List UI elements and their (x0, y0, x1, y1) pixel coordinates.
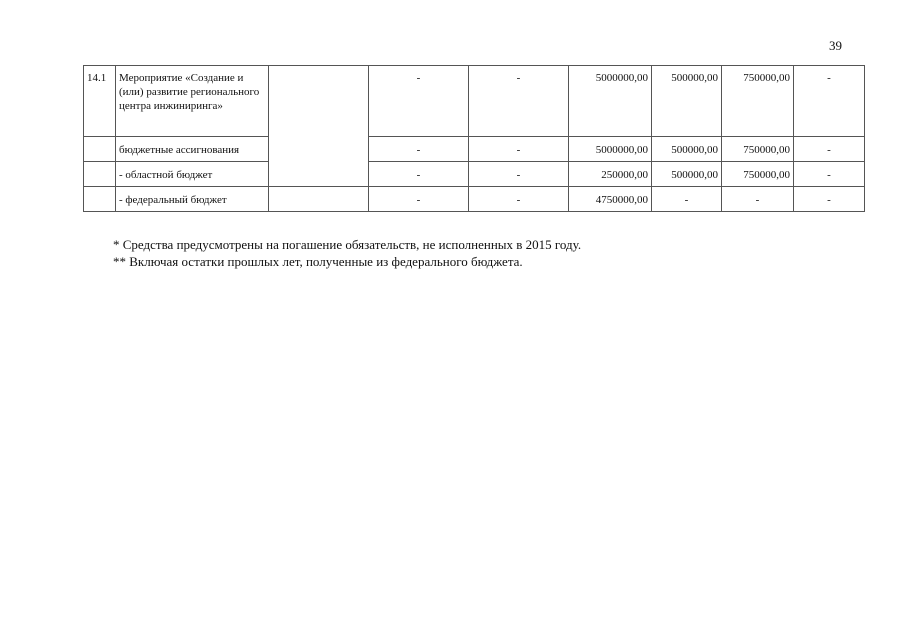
row-label: - областной бюджет (116, 162, 269, 187)
row-label: - федеральный бюджет (116, 187, 269, 212)
footnotes (113, 236, 581, 270)
row-index-empty (84, 162, 116, 187)
cell-value: - (722, 187, 794, 212)
cell-value: - (369, 66, 469, 137)
row-index-empty (84, 137, 116, 162)
cell-value: - (794, 187, 865, 212)
cell-value: - (652, 187, 722, 212)
cell-value: - (469, 187, 569, 212)
cell-value: 4750000,00 (569, 187, 652, 212)
row-name: Мероприятие «Создание и (или) развитие регионального центра инжиниринга» (116, 66, 269, 137)
cell-value: - (469, 66, 569, 137)
cell-value: - (369, 137, 469, 162)
cell-value: 500000,00 (652, 66, 722, 137)
cell-value: - (469, 137, 569, 162)
cell-value: 750000,00 (722, 137, 794, 162)
cell-value: - (794, 66, 865, 137)
table-row (84, 137, 865, 162)
footnote: * Средства предусмотрены на погашение обязательств, не исполненных в 2015 году. (113, 237, 582, 252)
footnote: ** Включая остатки прошлых лет, полученные из федерального бюджета. (113, 254, 523, 269)
row-index-empty (84, 187, 116, 212)
cell-value: - (369, 162, 469, 187)
row-label: бюджетные ассигнования (116, 137, 269, 162)
table-row-main (84, 66, 865, 137)
cell-value: 500000,00 (652, 162, 722, 187)
cell-value: 750000,00 (722, 66, 794, 137)
merged-cell (269, 66, 369, 187)
cell-value: - (794, 137, 865, 162)
budget-table (83, 65, 865, 212)
cell-value: 500000,00 (652, 137, 722, 162)
cell-value: 5000000,00 (569, 66, 652, 137)
cell-value: 5000000,00 (569, 137, 652, 162)
table-row (84, 162, 865, 187)
table-row (84, 187, 865, 212)
cell-value: 750000,00 (722, 162, 794, 187)
page-number: 39 (829, 38, 842, 53)
row-index: 14.1 (84, 66, 116, 137)
cell-value: - (369, 187, 469, 212)
cell-value: - (469, 162, 569, 187)
empty-cell (269, 187, 369, 212)
cell-value: - (794, 162, 865, 187)
cell-value: 250000,00 (569, 162, 652, 187)
